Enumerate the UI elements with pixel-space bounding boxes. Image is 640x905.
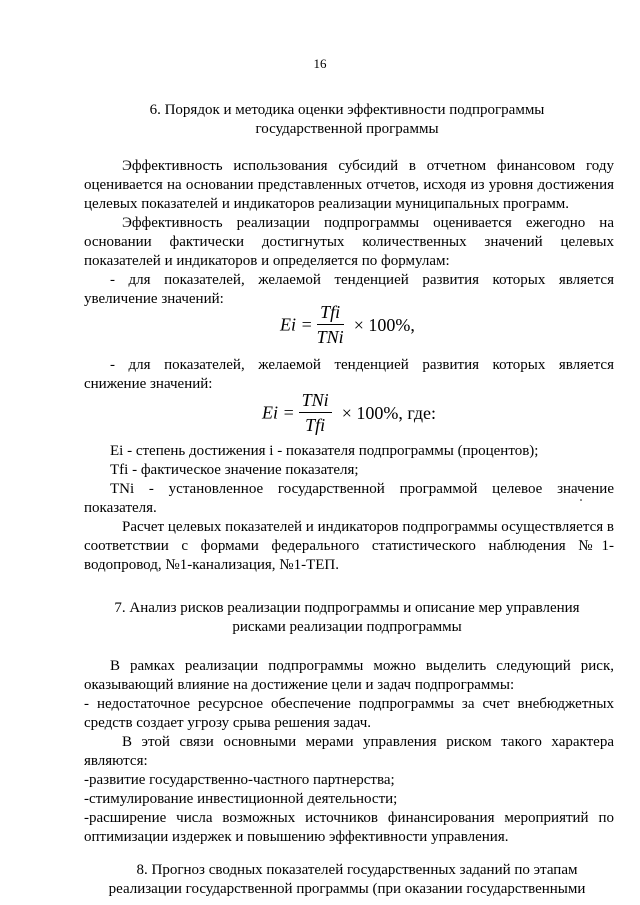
s7-list-item-1: -развитие государственно-частного партнерства; (84, 772, 395, 788)
s6-p2-line-1: Эффективность реализации подпрограммы оценивается ежегодно на (122, 215, 614, 231)
s7-p1-line-1: В рамках реализации подпрограммы можно выделить следующий риск, (110, 658, 614, 674)
section-7-title-line-1: 7. Анализ рисков реализации подпрограммы и описание мер управления (114, 600, 580, 616)
s6-p1-line-1: Эффективность использования субсидий в отчетном финансовом году (122, 158, 614, 174)
definition-tfi: Tfi - фактическое значение показателя; (110, 462, 359, 478)
section-6-title-line-2: государственной программы (255, 121, 439, 137)
formula-increase (280, 302, 415, 348)
formula-1-rhs: × 100%, (353, 314, 415, 335)
s6-p1-line-2: оценивается на основании представленных отчетов, исходя из уровня достижения (84, 177, 614, 193)
s6-p1-line-3: целевых показателей и индикаторов реализации муниципальных программ. (84, 196, 570, 212)
formula-1-denominator: TNi (316, 327, 344, 347)
formula-1-lhs: Ei = (280, 314, 313, 335)
formula-2-lhs: Ei = (262, 402, 295, 423)
formula-decrease (262, 390, 436, 436)
s7-p2-line-2: средств создает угрозу срыва решения задач. (84, 715, 372, 731)
s6-p5-line-1: Расчет целевых показателей и индикаторов подпрограммы осуществляется в (122, 519, 614, 535)
section-6-title-line-1: 6. Порядок и методика оценки эффективности подпрограммы (149, 102, 545, 118)
s7-list-item-2: -стимулирование инвестиционной деятельности; (84, 791, 398, 807)
s6-p3-line-1: - для показателей, желаемой тенденцией развития которых является (110, 272, 614, 288)
s7-p1-line-2: оказывающий влияние на достижение цели и задач подпрограммы: (84, 677, 515, 693)
s7-list-item-3-line-2: оптимизации издержек и повышению эффективности управления. (84, 829, 509, 845)
scan-dot (580, 499, 582, 501)
s6-p4-line-1: - для показателей, желаемой тенденцией развития которых является (110, 357, 614, 373)
s7-p3-line-2: являются: (84, 753, 148, 769)
s6-p5-line-2: соответствии с формами федерального статистического наблюдения №1- (84, 538, 614, 554)
s6-p3-line-2: увеличение значений: (84, 291, 224, 307)
definition-tni-line-2: показателя. (84, 500, 157, 516)
page-number: 16 (313, 56, 327, 71)
formula-2-denominator: Tfi (305, 415, 326, 435)
s7-p3-line-1: В этой связи основными мерами управления риском такого характера (122, 734, 614, 750)
definition-tni-line-1: TNi - установленное государственной программой целевое значение (110, 481, 614, 497)
section-8-title-line-1: 8. Прогноз сводных показателей государственных заданий по этапам (136, 862, 578, 878)
formula-1-fraction (317, 302, 344, 348)
formula-2-numerator: TNi (299, 390, 332, 413)
formula-2-rhs: × 100%, где: (341, 402, 436, 423)
formula-2-fraction (299, 390, 332, 436)
s6-p2-line-2: основании фактически достигнутых количественных значений целевых (84, 234, 614, 250)
formula-1-numerator: Tfi (317, 302, 344, 325)
s6-p2-line-3: показателей и индикаторов и определяется по формулам: (84, 253, 450, 269)
section-8-title-line-2: реализации государственной программы (при оказании государственными (108, 881, 586, 897)
s6-p5-line-3: водопровод, №1-канализация, №1-ТЕП. (84, 557, 339, 573)
section-7-title-line-2: рисками реализации подпрограммы (232, 619, 462, 635)
s6-p4-line-2: снижение значений: (84, 376, 213, 392)
s7-p2-line-1: - недостаточное ресурсное обеспечение подпрограммы за счет внебюджетных (84, 696, 614, 712)
definition-ei: Ei - степень достижения i - показателя подпрограммы (процентов); (110, 443, 539, 459)
s7-list-item-3-line-1: -расширение числа возможных источников финансирования мероприятий по (84, 810, 614, 826)
